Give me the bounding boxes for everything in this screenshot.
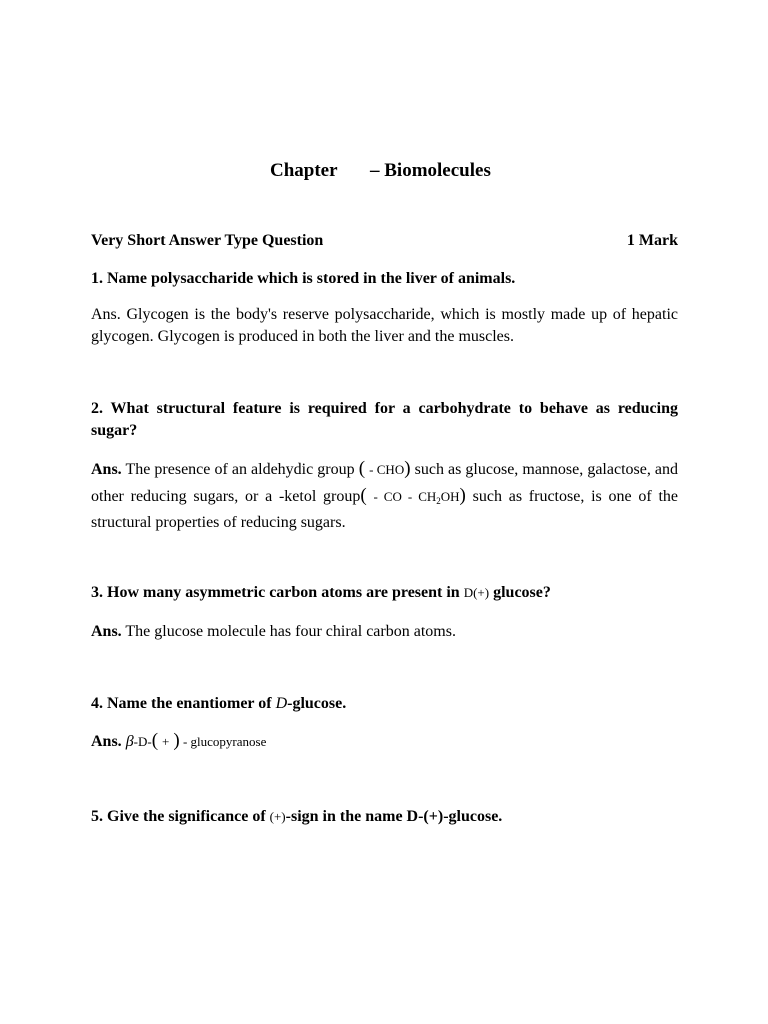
answer-4-label: Ans. [91,733,122,750]
question-5-formula: (+) [269,809,286,824]
answer-4-a: -D- [133,734,152,749]
answer-2-formula1: - CHO [369,462,405,477]
answer-2-formula2-a: - CO - CH [373,489,437,504]
question-5-b: -sign in the name D-(+)-glucose. [285,808,503,825]
section-heading: Very Short Answer Type Question [91,232,324,249]
answer-2-formula2-sub: 2 [436,496,441,506]
question-4 [91,693,678,715]
question-3-a: 3. How many asymmetric carbon atoms are present in [91,584,464,601]
answer-2-formula2-b: OH [440,489,460,504]
question-4-b: -glucose. [287,695,347,712]
answer-2-text1: The presence of an aldehydic group [121,461,359,478]
answer-1: Ans. Glycogen is the body's reserve polysaccharide, which is mostly made up of hepatic glycogen. Glycogen is produced in both the liver and the muscles. [91,306,678,345]
title-chapter: Chapter [270,160,338,181]
title-topic: – Biomolecules [370,160,491,181]
answer-2-formula2 [373,489,459,504]
question-3 [91,582,678,604]
question-4-formula: D [275,695,288,712]
question-4-a: 4. Name the enantiomer of [91,695,276,712]
section-header [91,232,678,250]
answer-2: Ans. The presence of an aldehydic group ( - CHO) such as glucose, mannose, galactose, and other reducing sugars, or a -ketol group( - CO - $CH_2OH$) such as fructose, is one of the structural properties of reducing sugars. [91,458,679,531]
answer-2-label: Ans. [91,461,122,478]
answer-3 [91,621,678,643]
question-3-formula: D(+) [463,585,490,600]
question-1: 1. Name polysaccharide which is stored in the liver of animals. [91,270,516,287]
question-5 [91,806,678,828]
answer-3-label: Ans. [91,623,122,640]
answer-4-beta: β [125,733,134,750]
answer-4: Ans. β-D-( + ) - glucopyranose [91,730,267,751]
question-2: 2. What structural feature is required for a carbohydrate to behave as reducing sugar? [91,400,678,439]
answer-4-b: - glucopyranose [179,734,267,749]
answer-2-text3: such as fructose, is one of the structural properties of reducing sugars. [91,488,679,531]
section-marks: 1 Mark [626,232,678,249]
answer-4-plus: + [162,734,170,749]
question-3-b: glucose? [489,584,551,601]
question-5-a: 5. Give the significance of [91,808,270,825]
answer-2-text2: such as glucose, mannose, galactose, and other reducing sugars, or a -ketol group [91,461,679,505]
answer-3-text: The glucose molecule has four chiral carbon atoms. [121,623,456,640]
